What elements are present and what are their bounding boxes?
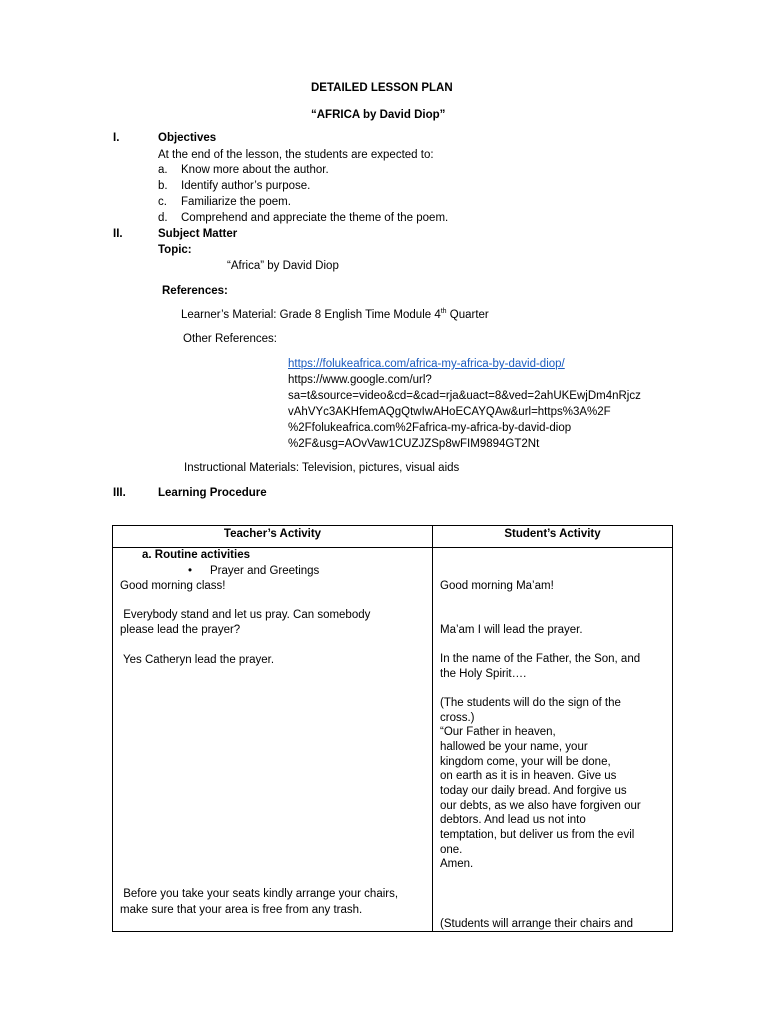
student-line: hallowed be your name, your bbox=[440, 741, 588, 753]
routine-activities-heading: a. Routine activities bbox=[142, 549, 251, 561]
other-references-label: Other References: bbox=[183, 333, 277, 345]
student-line: our debts, as we also have forgiven our bbox=[440, 800, 641, 812]
objective-letter-d: d. bbox=[158, 212, 168, 224]
teacher-line: Good morning class! bbox=[120, 580, 226, 592]
google-url-line-3: vAhVYc3AKHfemAQgQtwIwAHoECAYQAw&url=https%3A%2F bbox=[288, 406, 611, 418]
student-line: temptation, but deliver us from the evil bbox=[440, 829, 635, 841]
reference-link[interactable]: https://folukeafrica.com/africa-my-africa-by-david-diop/ bbox=[288, 358, 565, 370]
objective-letter-a: a. bbox=[158, 164, 168, 176]
student-line: “Our Father in heaven, bbox=[440, 726, 556, 738]
table-border-bottom bbox=[112, 931, 673, 932]
student-line: (Students will arrange their chairs and bbox=[440, 918, 634, 930]
objectives-intro: At the end of the lesson, the students are expected to: bbox=[158, 149, 434, 161]
topic-value: “Africa” by David Diop bbox=[227, 260, 339, 272]
teacher-line: Yes Catheryn lead the prayer. bbox=[120, 654, 275, 666]
subject-matter-heading: Subject Matter bbox=[158, 228, 238, 240]
google-url-line-2: sa=t&source=video&cd=&cad=rja&uact=8&ved=2ahUKEwjDm4nRjcz bbox=[288, 390, 641, 402]
objectives-heading: Objectives bbox=[158, 132, 217, 144]
google-url-line-4: %2Ffolukeafrica.com%2Fafrica-my-africa-by-david-diop bbox=[288, 422, 572, 434]
student-line: the Holy Spirit…. bbox=[440, 668, 527, 680]
table-border-left bbox=[112, 525, 113, 932]
instructional-materials: Instructional Materials: Television, pictures, visual aids bbox=[184, 462, 460, 474]
student-line: kingdom come, your will be done, bbox=[440, 756, 611, 768]
teacher-line: Everybody stand and let us pray. Can somebody bbox=[120, 609, 371, 621]
student-line: today our daily bread. And forgive us bbox=[440, 785, 627, 797]
objective-text-c: Familiarize the poem. bbox=[181, 196, 291, 208]
google-url-line-1: https://www.google.com/url? bbox=[288, 374, 432, 386]
section-numeral-subject-matter: II. bbox=[113, 228, 123, 240]
objective-letter-b: b. bbox=[158, 180, 168, 192]
table-border-top bbox=[112, 525, 673, 526]
student-line: (The students will do the sign of the bbox=[440, 697, 621, 709]
student-line: debtors. And lead us not into bbox=[440, 814, 586, 826]
references-label: References: bbox=[162, 285, 228, 297]
teacher-line: Before you take your seats kindly arrange your chairs, bbox=[120, 888, 399, 900]
student-line: Ma’am I will lead the prayer. bbox=[440, 624, 583, 636]
student-line: Amen. bbox=[440, 858, 474, 870]
section-numeral-objectives: I. bbox=[113, 132, 120, 144]
table-border-right bbox=[672, 525, 673, 932]
student-line: one. bbox=[440, 844, 463, 856]
table-column-divider bbox=[432, 525, 433, 932]
learning-procedure-heading: Learning Procedure bbox=[158, 487, 267, 499]
document-title: DETAILED LESSON PLAN bbox=[311, 82, 453, 94]
student-line: on earth as it is in heaven. Give us bbox=[440, 770, 617, 782]
learners-material: Learner’s Material: Grade 8 English Time Module 4th Quarter bbox=[181, 308, 489, 321]
teacher-line: make sure that your area is free from any trash. bbox=[120, 904, 363, 916]
teacher-line: please lead the prayer? bbox=[120, 624, 241, 636]
objective-text-a: Know more about the author. bbox=[181, 164, 329, 176]
document-subtitle: “AFRICA by David Diop” bbox=[311, 109, 446, 121]
student-line: cross.) bbox=[440, 712, 475, 724]
bullet-icon: • bbox=[188, 565, 193, 577]
student-activity-header: Student’s Activity bbox=[504, 528, 601, 540]
topic-label: Topic: bbox=[158, 244, 192, 256]
objective-text-d: Comprehend and appreciate the theme of the poem. bbox=[181, 212, 449, 224]
student-line: Good morning Ma’am! bbox=[440, 580, 554, 592]
teacher-activity-header: Teacher’s Activity bbox=[223, 528, 322, 540]
student-line: In the name of the Father, the Son, and bbox=[440, 653, 641, 665]
section-numeral-learning-procedure: III. bbox=[113, 487, 126, 499]
google-url-line-5: %2F&usg=AOvVaw1CUZJZSp8wFIM9894GT2Nt bbox=[288, 438, 540, 450]
objective-letter-c: c. bbox=[158, 196, 167, 208]
prayer-greetings-item: Prayer and Greetings bbox=[210, 565, 320, 577]
objective-text-b: Identify author’s purpose. bbox=[181, 180, 311, 192]
